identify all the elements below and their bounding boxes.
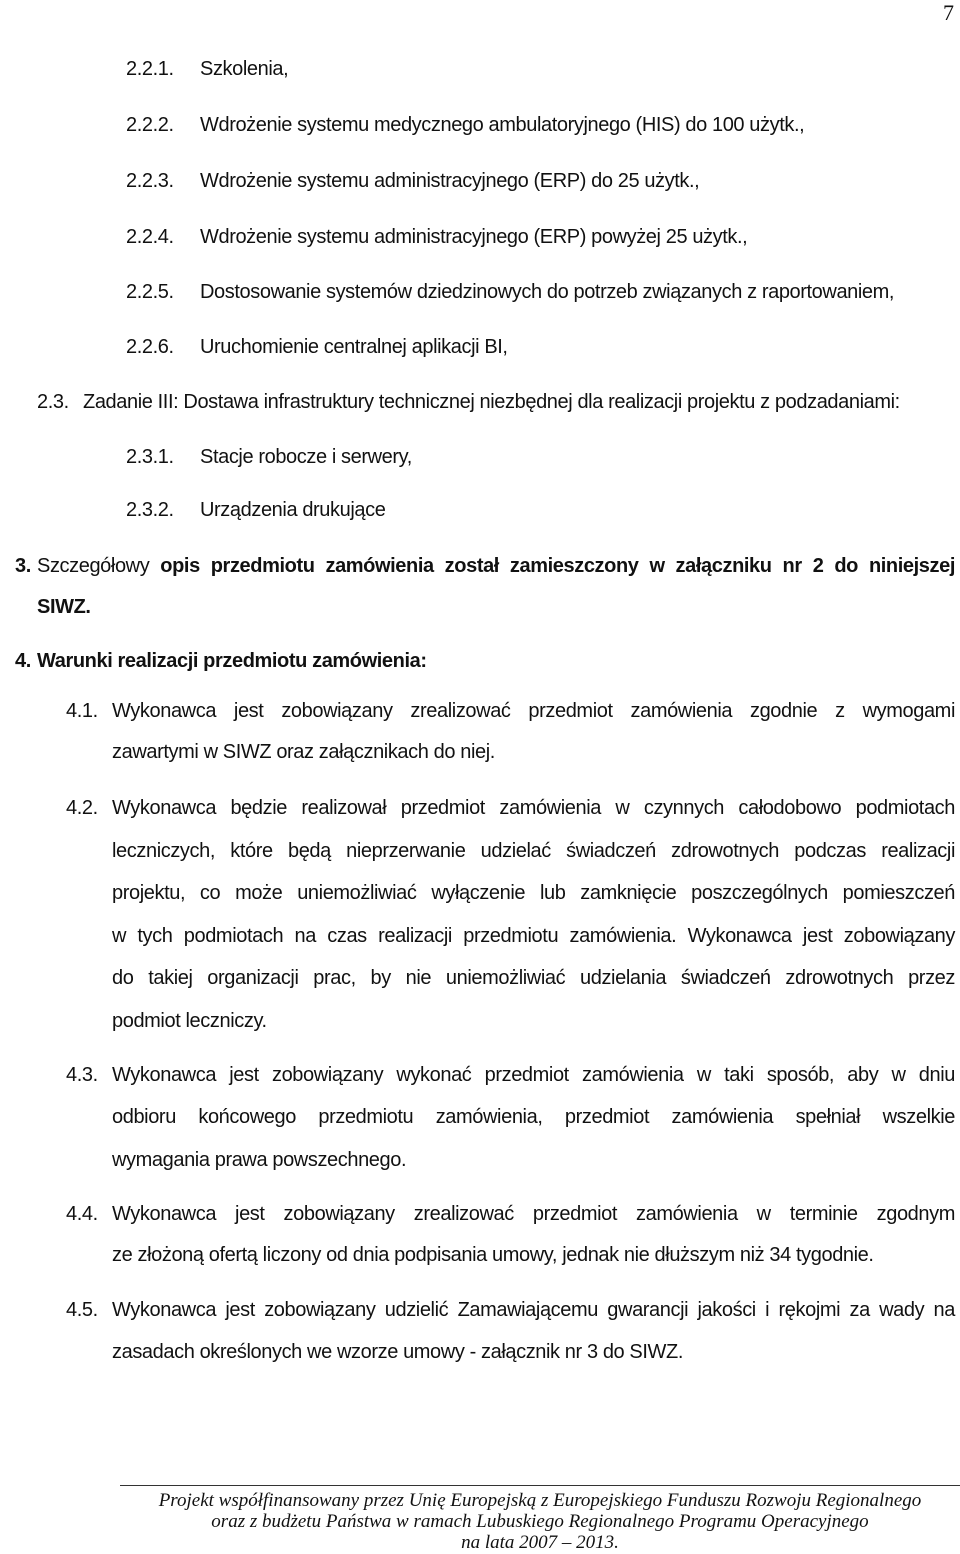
item-text: ze złożoną ofertą liczony od dnia podpisania umowy, jednak nie dłuższym niż 34 tygodnie. [112,1244,874,1266]
item-text: wymagania prawa powszechnego. [112,1149,407,1171]
item-text: do takiej organizacji prac, by nie uniemożliwiać udzielania świadczeń zdrowotnych przez [112,967,955,989]
item-text: Wykonawca jest zobowiązany zrealizować przedmiot zamówienia zgodnie z wymogami [112,700,955,722]
footer-divider [120,1485,960,1486]
item-number: 4.2. [66,797,98,819]
footer-line-2: oraz z budżetu Państwa w ramach Lubuskiego Regionalnego Programu Operacyjnego [211,1511,869,1532]
item-text: Wykonawca będzie realizował przedmiot zamówienia w czynnych całodobowo podmiotach [112,797,955,819]
page-number: 7 [943,0,954,25]
item-number: 2.2.4. [126,226,174,248]
item-number: 2.2.2. [126,114,174,136]
item-text: odbioru końcowego przedmiotu zamówienia, przedmiot zamówienia spełniał wszelkie [112,1106,955,1128]
item-text: Wykonawca jest zobowiązany udzielić Zamawiającemu gwarancji jakości i rękojmi za wady na [112,1299,955,1321]
item-number: 2.3.1. [126,446,174,468]
item-number: 2.2.5. [126,281,174,303]
section-number: 2.3. [37,391,69,413]
section-number: 4. [15,650,31,672]
item-number: 2.3.2. [126,499,174,521]
item-text: zasadach określonych we wzorze umowy - załącznik nr 3 do SIWZ. [112,1341,683,1363]
section-bold-text: opis przedmiotu zamówienia został zamieszczony w załączniku nr 2 do niniejszej [160,555,955,577]
item-text: Wdrożenie systemu administracyjnego (ERP) powyżej 25 użytk., [200,226,748,248]
item-text: podmiot leczniczy. [112,1010,267,1032]
item-text: leczniczych, które będą nieprzerwanie udzielać świadczeń zdrowotnych podczas realizacji [112,840,955,862]
item-text: Wykonawca jest zobowiązany zrealizować przedmiot zamówienia w terminie zgodnym [112,1203,955,1225]
item-text: Wdrożenie systemu administracyjnego (ERP) do 25 użytk., [200,170,700,192]
section-lead: Szczegółowy [37,555,150,577]
item-text: w tych podmiotach na czas realizacji przedmiotu zamówienia. Wykonawca jest zobowiązany [112,925,955,947]
item-number: 2.2.1. [126,58,174,80]
section-text-line2: SIWZ. [37,596,91,618]
item-text: Stacje robocze i serwery, [200,446,412,468]
section-title: Warunki realizacji przedmiotu zamówienia: [37,650,427,672]
item-text: Urządzenia drukujące [200,499,386,521]
item-number: 2.2.6. [126,336,174,358]
section-text [37,555,955,578]
item-text: zawartymi w SIWZ oraz załącznikach do niej. [112,741,495,763]
item-number: 4.5. [66,1299,98,1321]
item-text: Wykonawca jest zobowiązany wykonać przedmiot zamówienia w taki sposób, aby w dniu [112,1064,955,1086]
item-text: Dostosowanie systemów dziedzinowych do potrzeb związanych z raportowaniem, [200,281,895,303]
item-text: projektu, co może uniemożliwiać wyłączenie lub zamknięcie poszczególnych pomieszczeń [112,882,955,904]
item-text: Wdrożenie systemu medycznego ambulatoryjnego (HIS) do 100 użytk., [200,114,805,136]
footer-line-3: na lata 2007 – 2013. [461,1532,619,1553]
item-number: 4.4. [66,1203,98,1225]
section-text: Zadanie III: Dostawa infrastruktury technicznej niezbędnej dla realizacji projektu z podzadaniami: [83,391,900,413]
item-number: 2.2.3. [126,170,174,192]
footer-line-1: Projekt współfinansowany przez Unię Europejską z Europejskiego Funduszu Rozwoju Regionalnego [158,1490,922,1511]
item-number: 4.1. [66,700,98,722]
item-number: 4.3. [66,1064,98,1086]
item-text: Uruchomienie centralnej aplikacji BI, [200,336,508,358]
section-number: 3. [15,555,31,577]
item-text: Szkolenia, [200,58,289,80]
